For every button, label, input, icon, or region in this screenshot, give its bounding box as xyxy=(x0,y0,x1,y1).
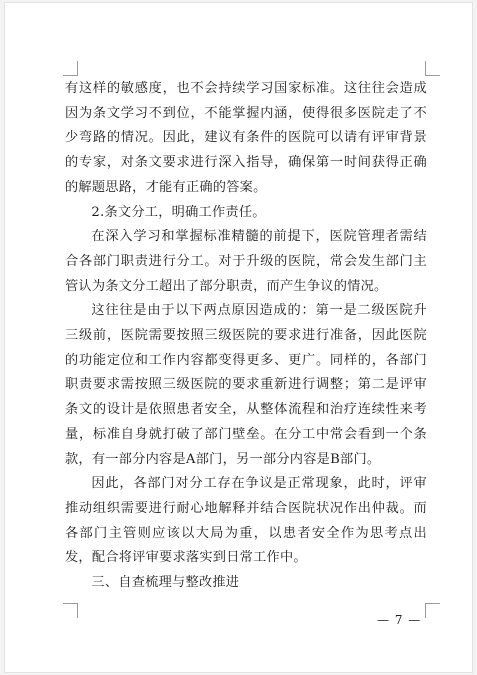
section-heading-self-review: 三、自查梳理与整改推进 xyxy=(91,575,240,591)
paragraph-continuation: 有这样的敏感度，也不会持续学习国家标准。这往往会造成因为条文学习不到位，不能掌握内涵，使得很多医院走了不少弯路的情况。因此，建议有条件的医院可以请有评审背景的专家，对条文要求进行深入指导，确保第一时间获得正确的解题思路，才能有正确的答案。 xyxy=(65,81,427,195)
document-body xyxy=(65,77,427,596)
page-number: — 7 — xyxy=(377,613,422,627)
crop-mark-top-right xyxy=(425,61,440,76)
crop-mark-top-left xyxy=(63,61,78,76)
crop-mark-bottom-left xyxy=(63,603,78,618)
paragraph-reasons: 这往往是由于以下两点原因造成的：第一是二级医院升三级前，医院需要按照三级医院的要求进行准备，因此医院的功能定位和工作内容都变得更多、更广。同样的，各部门职责要求需按照三级医院的要求重新进行调整；第二是评审条文的设计是依照患者安全，从整体流程和治疗连续性来考量，标准自身就打破了部门壁垒。在分工中常会看到一个条款，有一部分内容是A部门，另一部分内容是B部门。 xyxy=(65,303,427,467)
document-page xyxy=(4,2,473,673)
paragraph-division-intro: 在深入学习和掌握标准精髓的前提下，医院管理者需结合各部门职责进行分工。对于升级的医院，常会发生部门主管认为条文分工超出了部分职责，而产生争议的情况。 xyxy=(65,229,427,294)
crop-mark-bottom-right xyxy=(425,603,440,618)
paragraph-dispute: 因此，各部门对分工存在争议是正常现象，此时，评审推动组织需要进行耐心地解释并结合医院状况作出仲裁。而各部门主管则应该以大局为重，以患者安全作为思考点出发，配合将评审要求落实到日常工作中。 xyxy=(65,476,427,566)
section-heading-division: 2.条文分工，明确工作责任。 xyxy=(91,204,266,220)
